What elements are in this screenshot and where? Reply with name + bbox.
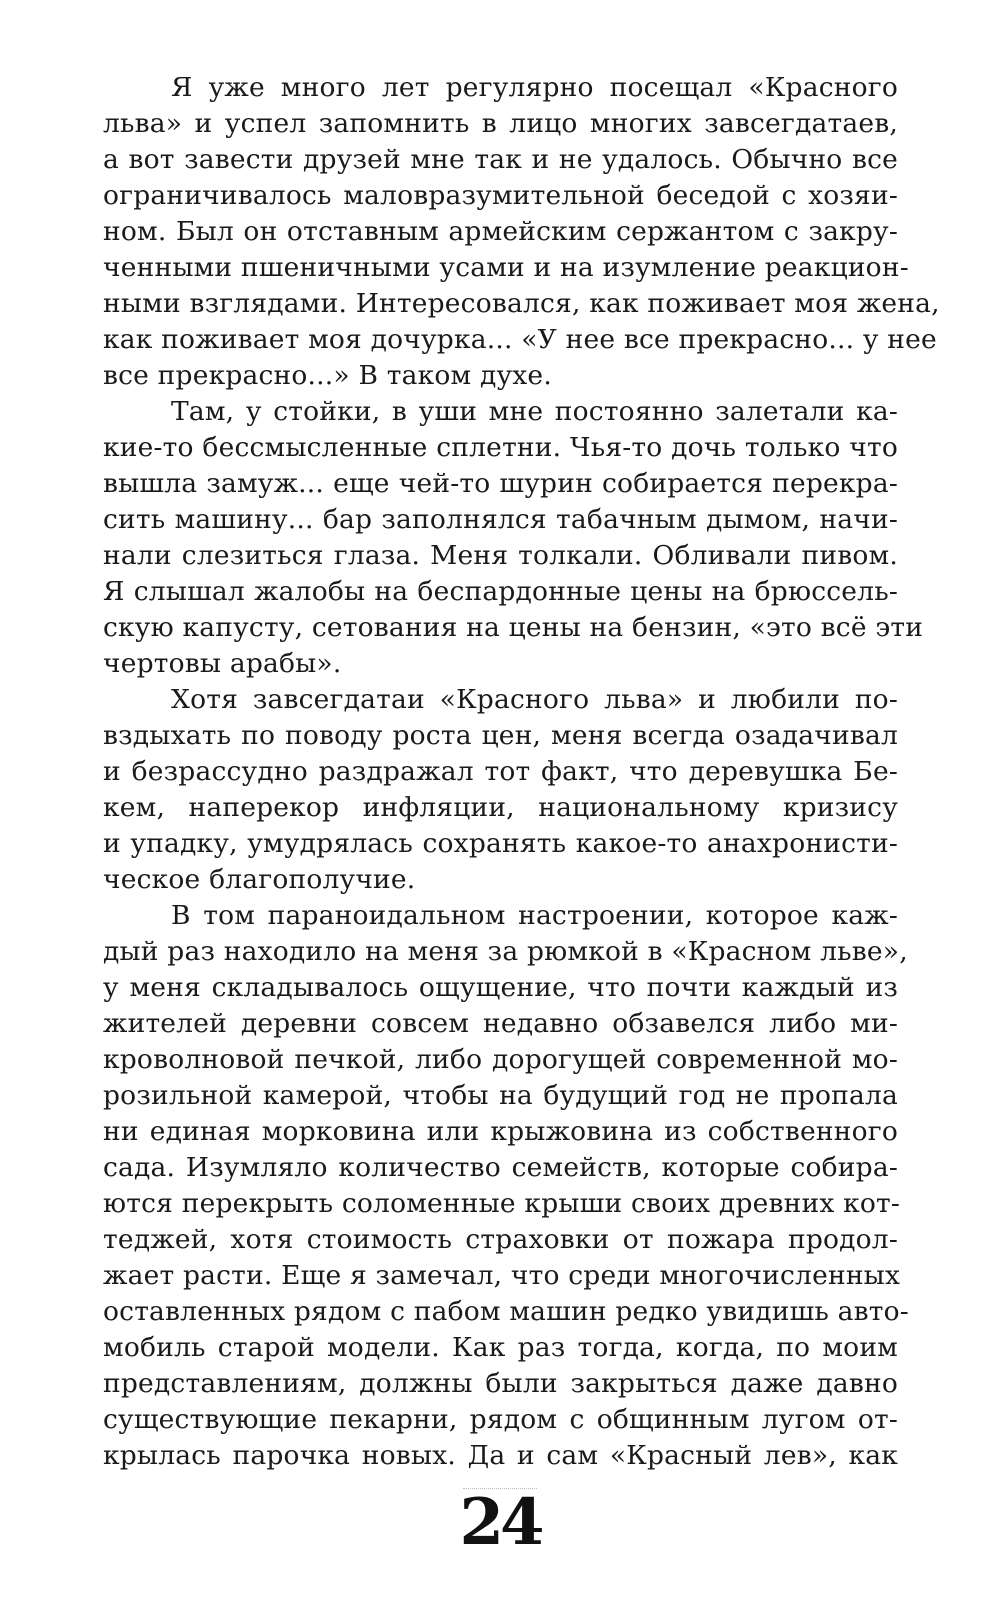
text-line: ческое благополучие. <box>103 864 416 895</box>
text-line: В том параноидальном настроении, которое каж- <box>171 900 898 931</box>
text-line: теджей, хотя стоимость страховки от пожара продол- <box>103 1224 898 1255</box>
text-line: вышла замуж... еще чей-то шурин собирается перекра- <box>103 468 898 499</box>
text-line: жителей деревни совсем недавно обзавелся либо ми- <box>103 1008 898 1039</box>
text-line: кроволновой печкой, либо дорогущей современной мо- <box>103 1044 898 1075</box>
paragraph-1 <box>103 70 940 394</box>
text-line: жает расти. Еще я замечал, что среди многочисленных <box>103 1260 901 1291</box>
text-line: Хотя завсегдатаи «Красного льва» и любили по- <box>171 684 898 715</box>
page-number: 24 <box>459 1485 541 1560</box>
text-line: представлениям, должны были закрыться даже давно <box>103 1368 898 1399</box>
text-line: все прекрасно...» В таком духе. <box>103 360 552 391</box>
text-line: Я уже много лет регулярно посещал «Красного <box>171 72 898 103</box>
text-line: оставленных рядом с пабом машин редко увидишь авто- <box>103 1296 909 1327</box>
text-line: кие-то бессмысленные сплетни. Чья-то дочь только что <box>103 432 898 463</box>
paragraph-2 <box>103 394 924 682</box>
text-line: кем, наперекор инфляции, национальному кризису <box>103 792 898 823</box>
paragraph-4 <box>103 898 909 1474</box>
text-line: дый раз находило на меня за рюмкой в «Красном льве», <box>103 936 908 967</box>
text-line: ограничивалось маловразумительной беседой с хозяи- <box>103 180 898 211</box>
text-line: ными взглядами. Интересовался, как поживает моя жена, <box>103 288 940 319</box>
text-line: льва» и успел запомнить в лицо многих завсегдатаев, <box>103 108 898 139</box>
text-line: и безрассудно раздражал тот факт, что деревушка Бе- <box>103 756 898 787</box>
text-line: ченными пшеничными усами и на изумление реакцион- <box>103 252 909 283</box>
text-line: Я слышал жалобы на беспардонные цены на брюссель- <box>103 576 898 607</box>
text-line: нали слезиться глаза. Меня толкали. Обливали пивом. <box>103 540 898 571</box>
text-line: Там, у стойки, в уши мне постоянно залетали ка- <box>171 396 898 427</box>
page-body <box>103 70 940 1474</box>
text-line: розильной камерой, чтобы на будущий год не пропала <box>103 1080 898 1111</box>
text-line: сить машину... бар заполнялся табачным дымом, начи- <box>103 504 898 535</box>
text-line: у меня складывалось ощущение, что почти каждый из <box>103 972 898 1003</box>
text-line: скую капусту, сетования на цены на бензин, «это всё эти <box>103 612 924 643</box>
text-line: а вот завести друзей мне так и не удалось. Обычно все <box>103 144 898 175</box>
text-line: ются перекрыть соломенные крыши своих древних кот- <box>103 1188 901 1219</box>
text-line: и упадку, умудрялась сохранять какое-то анахронисти- <box>103 828 898 859</box>
text-line: мобиль старой модели. Как раз тогда, когда, по моим <box>103 1332 898 1363</box>
text-line: ном. Был он отставным армейским сержантом с закру- <box>103 216 898 247</box>
text-line: существующие пекарни, рядом с общинным лугом от- <box>103 1404 898 1435</box>
paragraph-3 <box>103 682 898 898</box>
text-line: как поживает моя дочурка... «У нее все прекрасно... у нее <box>103 324 937 355</box>
text-line: вздыхать по поводу роста цен, меня всегда озадачивал <box>103 720 898 751</box>
text-line: чертовы арабы». <box>103 648 342 679</box>
text-line: сада. Изумляло количество семейств, которые собира- <box>103 1152 898 1183</box>
text-line: крылась парочка новых. Да и сам «Красный лев», как <box>103 1440 898 1471</box>
text-line: ни единая морковина или крыжовина из собственного <box>103 1116 898 1147</box>
